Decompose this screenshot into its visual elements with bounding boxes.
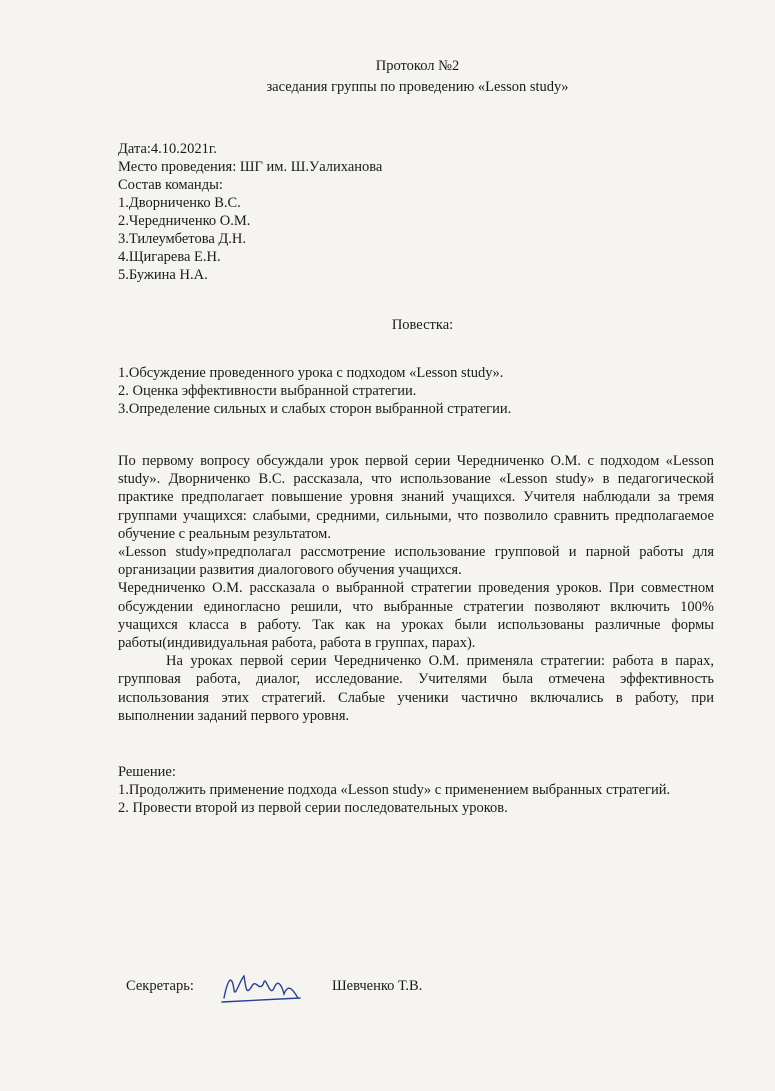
meeting-place: Место проведения: ШГ им. Ш.Уалиханова (118, 159, 383, 175)
meeting-date: Дата:4.10.2021г. (118, 141, 217, 157)
decision-item: 1.Продолжить применение подхода «Lesson study» с применением выбранных стратегий. (118, 782, 671, 798)
team-member: 1.Дворниченко В.С. (118, 195, 241, 211)
team-member: 3.Тилеумбетова Д.Н. (118, 231, 247, 247)
agenda-heading-text: Повестка: (391, 317, 454, 333)
team-member: 2.Чередниченко О.М. (118, 213, 251, 229)
document-title: Протокол №2 (375, 58, 460, 74)
paragraph: Чередниченко О.М. рассказала о выбранной стратегии проведения уроков. При совместном обсуждении единогласно решили, что выбранные стратегии позволяют включить 100% учащихся класса в работу. Так как на уроках были использованы различные формы работы(индивидуальная работа, работа в группах, парах). (118, 580, 714, 652)
team-label: Состав команды: (118, 177, 223, 193)
meeting-meta (118, 140, 382, 284)
paragraph: По первому вопросу обсуждали урок первой серии Чередниченко О.М. с подходом «Lesson study». Дворниченко В.С. рассказала, что использование «Lesson study» в педагогической практике предполагает повышение уровня знаний учащихся. Учителя наблюдали за тремя группами учащихся: слабыми, средними, сильными, что позволило сравнить предполагаемое обучение с реальным результатом. (118, 453, 714, 542)
agenda-item: 2. Оценка эффективности выбранной стратегии. (118, 383, 417, 399)
decision-label: Решение: (118, 764, 176, 780)
paragraph: На уроках первой серии Чередниченко О.М. применяла стратегии: работа в парах, групповая работа, диалог, исследование. Учителями была отмечена эффективность использования этих стратегий. Слабые ученики частично включались в работу, при выполнении заданий первого уровня. (118, 653, 714, 724)
team-member: 5.Бужина Н.А. (118, 267, 208, 283)
agenda-item: 3.Определение сильных и слабых сторон выбранной стратегии. (118, 401, 512, 417)
agenda-heading (0, 317, 775, 334)
paragraph: «Lesson study»предполагал рассмотрение использование групповой и парной работы для организации развития диалогового обучения учащихся. (118, 544, 714, 579)
discussion-body (118, 452, 714, 725)
signature-row (126, 968, 546, 1008)
secretary-name: Шевченко Т.В. (332, 978, 423, 994)
agenda-item: 1.Обсуждение проведенного урока с подходом «Lesson study». (118, 365, 504, 381)
document-header (0, 56, 775, 98)
handwritten-signature-icon (218, 968, 304, 1008)
team-member: 4.Щигарева Е.Н. (118, 249, 221, 265)
decision-section (118, 763, 670, 817)
secretary-label: Секретарь: (126, 978, 194, 994)
document-subtitle: заседания группы по проведению «Lesson study» (266, 79, 569, 95)
agenda-list (118, 364, 511, 418)
decision-item: 2. Провести второй из первой серии последовательных уроков. (118, 800, 508, 816)
